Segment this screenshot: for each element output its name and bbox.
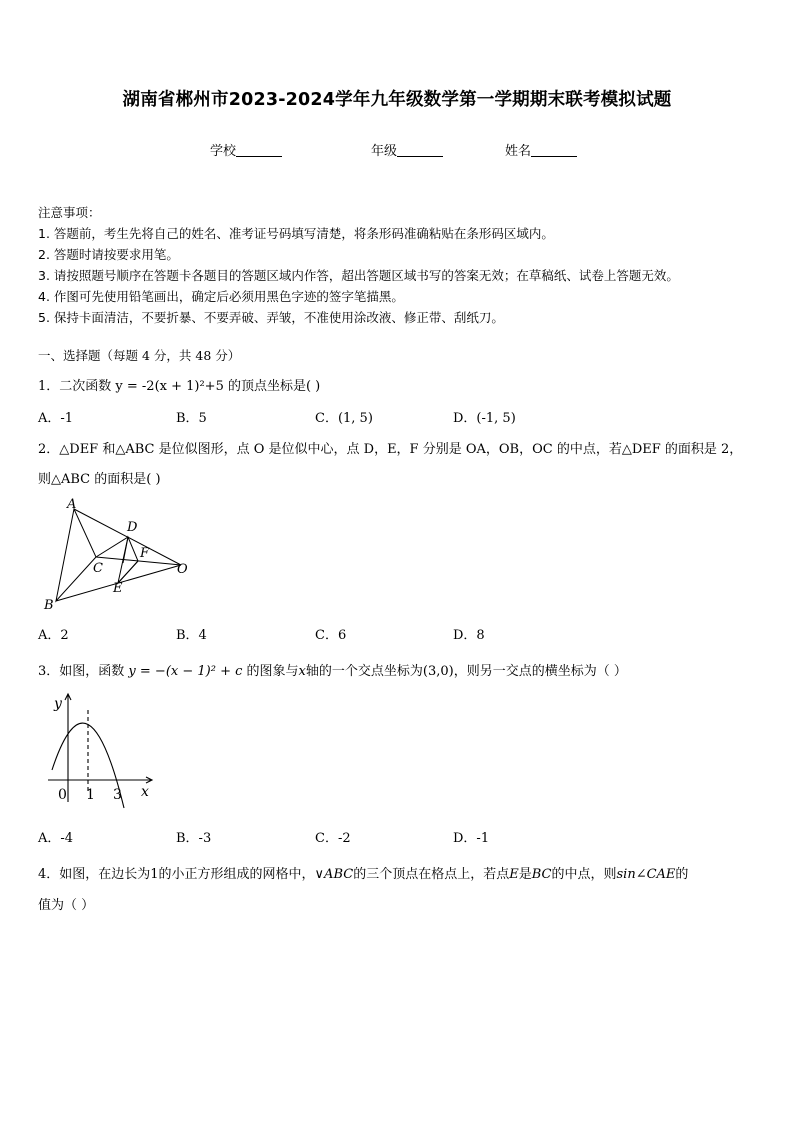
q3-option-c: C．-2 xyxy=(315,831,351,846)
question-3-stem xyxy=(38,660,627,679)
note-item: 5. 保持卡面清洁，不要折暴、不要弄破、弄皱，不准使用涂改液、修正带、刮纸刀。 xyxy=(38,310,504,325)
q2-option-b: B．4 xyxy=(176,628,207,643)
school-label: 学校 xyxy=(210,144,237,159)
q4-segment: BC xyxy=(531,867,552,882)
y-axis-label: y xyxy=(54,696,62,712)
grade-label: 年级 xyxy=(371,144,398,159)
name-field xyxy=(505,140,577,159)
q4-stem-b: 的三个顶点在格点上，若点 xyxy=(353,867,510,882)
question-2-stem-line1: 2．△DEF 和△ABC 是位似图形，点 O 是位似中心，点 D，E，F 分别是 OA，OB，OC 的中点，若△DEF 的面积是 2， xyxy=(38,442,743,457)
label-F: F xyxy=(140,546,150,561)
question-2-stem-line2: 则△ABC 的面积是( ) xyxy=(38,472,161,487)
origin-label: 0 xyxy=(58,787,67,803)
label-B: B xyxy=(44,598,54,613)
name-label: 姓名 xyxy=(505,144,532,159)
q3-stem-b: 的图象与 xyxy=(246,664,299,679)
q1-option-b: B．5 xyxy=(176,411,207,426)
page-title: 湖南省郴州市2023-2024学年九年级数学第一学期期末联考模拟试题 xyxy=(122,90,672,110)
q2-option-d: D．8 xyxy=(453,628,485,643)
name-blank xyxy=(531,144,577,157)
label-E: E xyxy=(113,581,123,596)
label-O: O xyxy=(177,562,188,577)
question-1-stem: 1．二次函数 y = -2(x + 1)²+5 的顶点坐标是( ) xyxy=(38,379,321,394)
q3-option-b: B．-3 xyxy=(176,831,212,846)
note-item: 3. 请按照题号顺序在答题卡各题目的答题区域内作答，超出答题区域书写的答案无效；在草稿纸、试卷上答题无效。 xyxy=(38,268,679,283)
q4-stem-e: 的 xyxy=(675,867,689,882)
homothety-figure xyxy=(38,495,198,615)
section-heading: 一、选择题（每题 4 分，共 48 分） xyxy=(38,348,241,363)
school-field xyxy=(210,140,282,159)
q3-stem-c: 轴的一个交点坐标为(3,0)，则另一交点的横坐标为（ ） xyxy=(305,664,627,679)
school-blank xyxy=(236,144,282,157)
q3-option-a: A．-4 xyxy=(38,831,74,846)
q4-point-e: E xyxy=(509,867,519,882)
q3-option-d: D．-1 xyxy=(453,831,490,846)
tick-3-label: 3 xyxy=(113,787,122,803)
grade-field xyxy=(371,140,443,159)
q2-option-a: A．2 xyxy=(38,628,69,643)
parabola-figure xyxy=(44,690,164,810)
q4-triangle: ∨ABC xyxy=(314,867,354,882)
q1-option-a: A．-1 xyxy=(38,411,74,426)
question-4-stem-line1 xyxy=(38,863,768,882)
q1-option-d: D．(-1, 5) xyxy=(453,411,516,426)
q4-stem-c: 是 xyxy=(518,867,532,882)
q4-stem-a: 4．如图，在边长为1的小正方形组成的网格中， xyxy=(38,867,315,882)
q4-stem-d: 的中点，则 xyxy=(551,867,617,882)
q2-option-c: C．6 xyxy=(315,628,347,643)
note-item: 4. 作图可先使用铅笔画出，确定后必须用黑色字迹的签字笔描黑。 xyxy=(38,289,404,304)
note-item: 1. 答题前，考生先将自己的姓名、准考证号码填写清楚，将条形码准确粘贴在条形码区域内。 xyxy=(38,226,554,241)
notes-heading: 注意事项： xyxy=(38,205,101,220)
q3-stem-a: 3．如图，函数 xyxy=(38,664,125,679)
q3-formula: y = −(x − 1)² + c xyxy=(128,664,243,679)
note-item: 2. 答题时请按要求用笔。 xyxy=(38,247,179,262)
label-D: D xyxy=(127,520,138,535)
question-4-stem-line2: 值为（ ） xyxy=(38,898,95,913)
label-C: C xyxy=(93,561,103,576)
q1-option-c: C．(1, 5) xyxy=(315,411,373,426)
q3-xvar: x xyxy=(298,664,306,679)
q4-sin: sin∠CAE xyxy=(616,867,676,882)
tick-1-label: 1 xyxy=(86,787,95,803)
label-A: A xyxy=(67,497,77,512)
grade-blank xyxy=(397,144,443,157)
x-axis-label: x xyxy=(141,784,149,800)
